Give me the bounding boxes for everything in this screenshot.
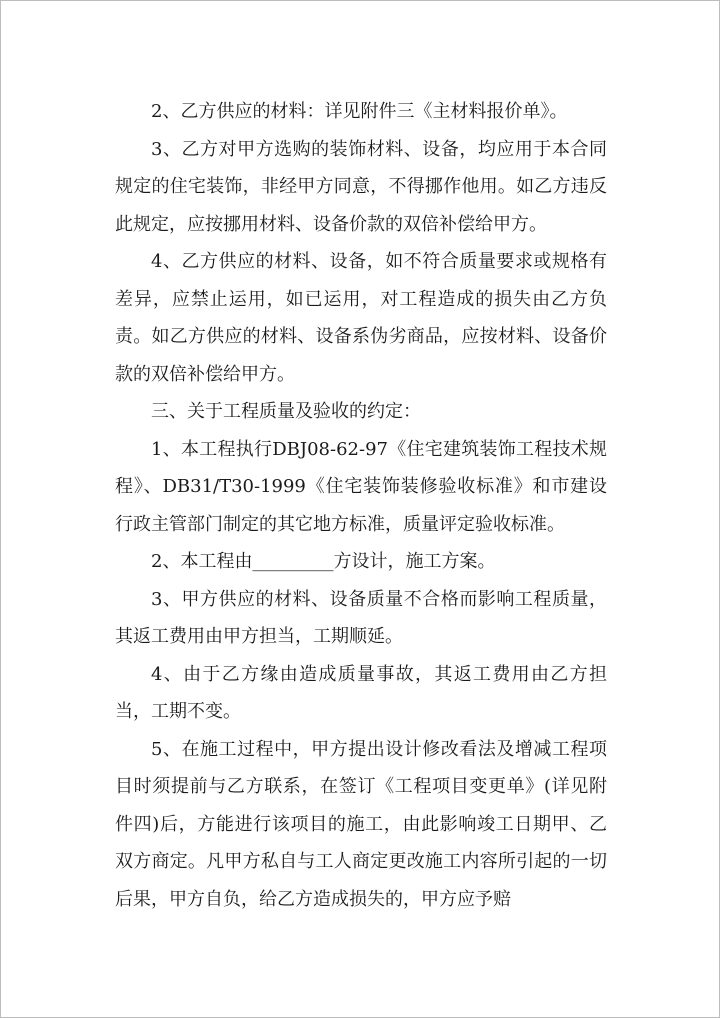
paragraph-party-b-accident: 4、由于乙方缘由造成质量事故，其返工费用由乙方担当，工期不变。: [115, 663, 607, 722]
paragraph-design-changes: 5、在施工过程中，甲方提出设计修改看法及增减工程项目时须提前与乙方联系，在签订《工程项目变更单》(详见附件四)后，方能进行该项目的施工，由此影响竣工日期甲、乙双方商定。凡甲方私自与工人商定更改施工内容所引起的一切后果，甲方自负，给乙方造成损失的，甲方应予赔: [115, 738, 607, 910]
paragraph-party-a-materials: 3、甲方供应的材料、设备质量不合格而影响工程质量，其返工费用由甲方担当，工期顺延。: [115, 588, 607, 647]
paragraph-design-party: 2、本工程由_________方设计，施工方案。: [151, 551, 496, 572]
document-body: [115, 93, 607, 918]
section-heading-quality-acceptance: 三、关于工程质量及验收的约定：: [151, 401, 421, 422]
paragraph-standards: 1、本工程执行DBJ08-62-97《住宅建筑装饰工程技术规程》、DB31/T30-1999《住宅装饰装修验收标准》和市建设行政主管部门制定的其它地方标准，质量评定验收标准。: [115, 438, 607, 535]
paragraph-supply-materials: 2、乙方供应的材料：详见附件三《主材料报价单》。: [151, 101, 568, 122]
paragraph-material-usage: 3、乙方对甲方选购的装饰材料、设备，均应用于本合同规定的住宅装饰，非经甲方同意，不得挪作他用。如乙方违反此规定，应按挪用材料、设备价款的双倍补偿给甲方。: [115, 138, 607, 235]
paragraph-quality-requirements: 4、乙方供应的材料、设备，如不符合质量要求或规格有差异，应禁止运用，如已运用，对工程造成的损失由乙方负责。如乙方供应的材料、设备系伪劣商品，应按材料、设备价款的双倍补偿给甲方。: [115, 251, 607, 385]
